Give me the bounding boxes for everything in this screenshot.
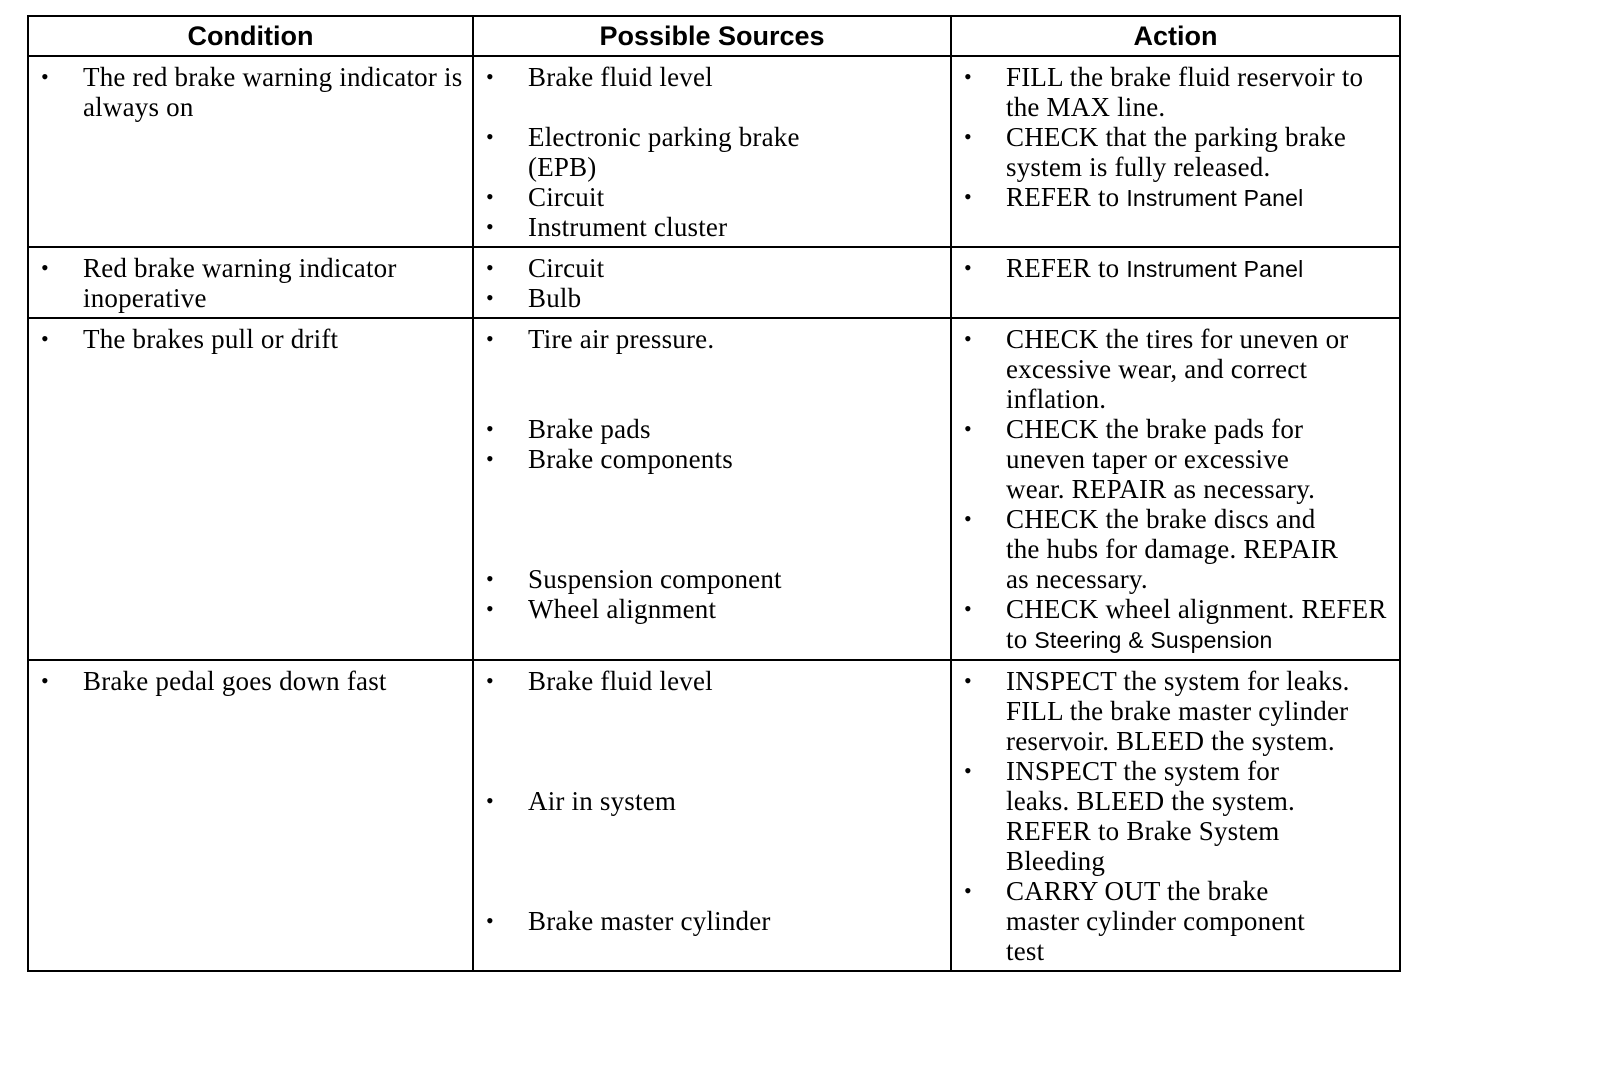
bullet-icon: •: [486, 416, 494, 441]
bullet-icon: •: [41, 326, 49, 351]
bullet-icon: •: [486, 326, 494, 351]
action-text: CHECK that the parking brake system is fully released.: [1006, 122, 1347, 182]
list-item: [964, 324, 1395, 414]
condition-cell: [28, 318, 473, 660]
sources-cell: [473, 247, 951, 318]
list-item: [486, 564, 946, 594]
bullet-icon: •: [486, 214, 494, 239]
list-item: [486, 666, 946, 696]
sources-cell: [473, 660, 951, 971]
source-text: Wheel alignment: [528, 594, 717, 624]
condition-text: The brakes pull or drift: [83, 324, 339, 354]
header-row: [28, 16, 1400, 56]
action-text: [1006, 253, 1395, 284]
list-item: [964, 122, 1395, 182]
action-cell: [951, 660, 1400, 971]
action-text: CARRY OUT the brake master cylinder component test: [1006, 876, 1305, 966]
source-text: Brake master cylinder: [528, 906, 771, 936]
source-text: Brake fluid level: [528, 62, 713, 92]
bullet-icon: •: [964, 596, 972, 621]
list-item: [486, 283, 946, 313]
list-item: [964, 414, 1395, 504]
action-text: [1006, 594, 1395, 655]
action-text: INSPECT the system for leaks. FILL the brake master cylinder reservoir. BLEED the system.: [1006, 666, 1350, 756]
table-row: [28, 318, 1400, 660]
source-text: Brake pads: [528, 414, 651, 444]
list-item: [486, 414, 946, 444]
refer-label: CHECK wheel alignment. REFER to: [1006, 594, 1387, 654]
source-text: Brake components: [528, 444, 733, 474]
list-item: [486, 253, 946, 283]
list-item: [964, 182, 1395, 213]
list-item: [486, 182, 946, 212]
source-text: Brake fluid level: [528, 666, 713, 696]
sources-cell: [473, 318, 951, 660]
bullet-icon: •: [964, 326, 972, 351]
bullet-icon: •: [964, 124, 972, 149]
action-text: [1006, 182, 1395, 213]
sources-cell: [473, 56, 951, 247]
action-text: CHECK the brake pads for uneven taper or excessive wear. REPAIR as necessary.: [1006, 414, 1316, 504]
bullet-icon: •: [964, 668, 972, 693]
source-text: Tire air pressure.: [528, 324, 715, 354]
bullet-icon: •: [964, 506, 972, 531]
bullet-icon: •: [41, 668, 49, 693]
reference-link[interactable]: Instrument Panel: [1126, 256, 1304, 282]
list-item: [486, 324, 946, 354]
bullet-icon: •: [486, 908, 494, 933]
bullet-icon: •: [486, 446, 494, 471]
header-possible-sources: Possible Sources: [473, 16, 951, 56]
bullet-icon: •: [486, 255, 494, 280]
bullet-icon: •: [486, 788, 494, 813]
action-text: CHECK the tires for uneven or excessive wear, and correct inflation.: [1006, 324, 1349, 414]
bullet-icon: •: [486, 124, 494, 149]
source-text: Instrument cluster: [528, 212, 728, 242]
list-item: [964, 756, 1395, 876]
table-row: [28, 247, 1400, 318]
condition-text: Brake pedal goes down fast: [83, 666, 387, 696]
source-text: Suspension component: [528, 564, 782, 594]
condition-cell: [28, 56, 473, 247]
bullet-icon: •: [964, 416, 972, 441]
list-item: [964, 62, 1395, 122]
list-item: [964, 253, 1395, 284]
reference-link[interactable]: Steering & Suspension: [1034, 627, 1273, 653]
list-item: [41, 324, 468, 354]
list-item: [486, 212, 946, 242]
list-item: [41, 253, 468, 313]
reference-link[interactable]: Instrument Panel: [1126, 185, 1304, 211]
condition-text: Red brake warning indicator inoperative: [83, 253, 397, 313]
refer-label: REFER to: [1006, 253, 1120, 283]
list-item: [41, 666, 468, 696]
action-text: FILL the brake fluid reservoir to the MAX line.: [1006, 62, 1364, 122]
list-item: [964, 504, 1395, 594]
condition-cell: [28, 660, 473, 971]
list-item: [486, 786, 946, 816]
bullet-icon: •: [964, 878, 972, 903]
source-text: Bulb: [528, 283, 582, 313]
list-item: [486, 444, 946, 474]
condition-cell: [28, 247, 473, 318]
bullet-icon: •: [486, 285, 494, 310]
source-text: Electronic parking brake (EPB): [528, 122, 800, 182]
list-item: [964, 594, 1395, 655]
list-item: [486, 62, 946, 92]
action-text: INSPECT the system for leaks. BLEED the system. REFER to Brake System Bleeding: [1006, 756, 1295, 876]
bullet-icon: •: [41, 64, 49, 89]
bullet-icon: •: [486, 64, 494, 89]
bullet-icon: •: [964, 64, 972, 89]
list-item: [486, 122, 946, 182]
bullet-icon: •: [486, 184, 494, 209]
list-item: [964, 876, 1395, 966]
list-item: [964, 666, 1395, 756]
bullet-icon: •: [964, 184, 972, 209]
header-condition: Condition: [28, 16, 473, 56]
bullet-icon: •: [486, 668, 494, 693]
condition-text: The red brake warning indicator is always on: [83, 62, 463, 122]
bullet-icon: •: [964, 255, 972, 280]
bullet-icon: •: [486, 566, 494, 591]
source-text: Air in system: [528, 786, 677, 816]
source-text: Circuit: [528, 182, 605, 212]
table-row: [28, 660, 1400, 971]
table-row: [28, 56, 1400, 247]
bullet-icon: •: [964, 758, 972, 783]
bullet-icon: •: [486, 596, 494, 621]
action-cell: [951, 56, 1400, 247]
list-item: [486, 594, 946, 624]
header-action: Action: [951, 16, 1400, 56]
bullet-icon: •: [41, 255, 49, 280]
diagnosis-table: [27, 15, 1401, 972]
source-text: Circuit: [528, 253, 605, 283]
refer-label: REFER to: [1006, 182, 1120, 212]
action-text: CHECK the brake discs and the hubs for damage. REPAIR as necessary.: [1006, 504, 1339, 594]
list-item: [41, 62, 468, 122]
action-cell: [951, 247, 1400, 318]
list-item: [486, 906, 946, 936]
action-cell: [951, 318, 1400, 660]
